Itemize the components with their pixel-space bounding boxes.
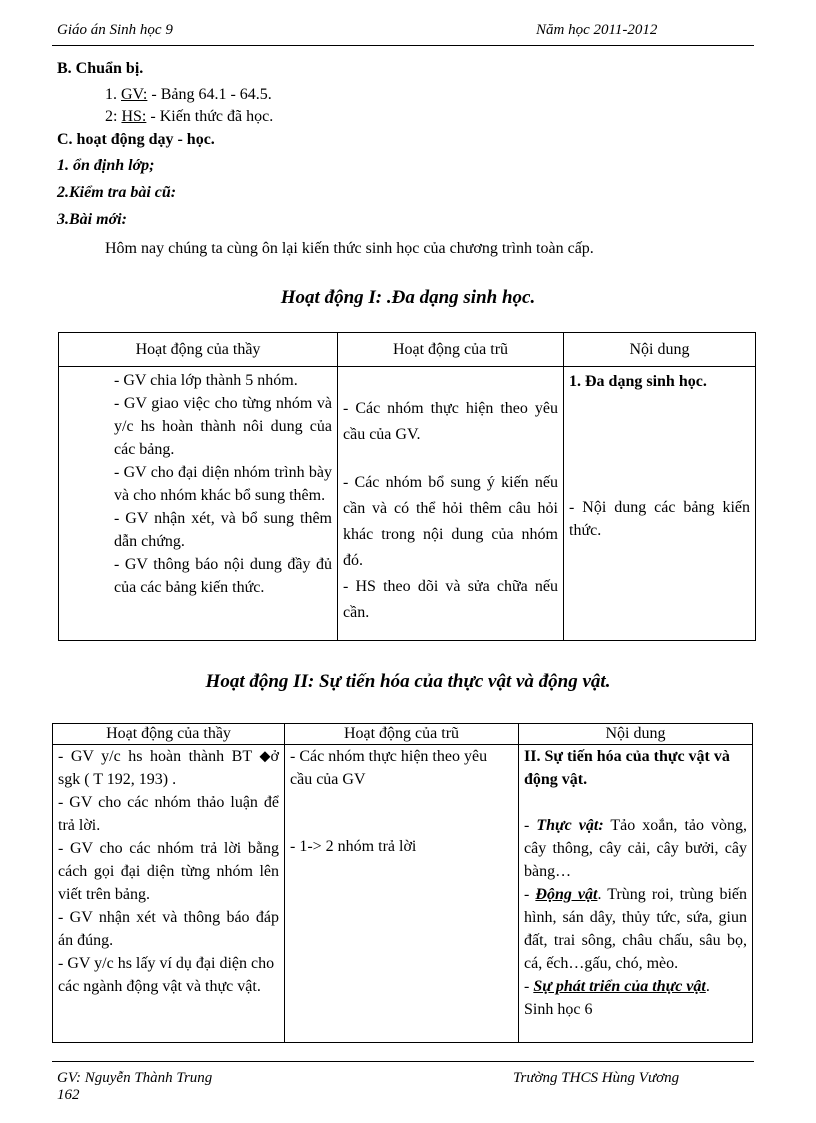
table1-title: Hoạt động I: .Đa dạng sinh học. — [280, 287, 536, 308]
plant-label: Thực vật: — [536, 817, 604, 834]
table2-dev-text: Sinh học 6 — [524, 1001, 593, 1018]
table2-teacher-item: - GV cho các nhóm thảo luận để trả lời. — [58, 794, 279, 834]
table2-title: Hoạt động II: Sự tiến hóa của thực vật và động vật. — [205, 671, 611, 692]
table1-header-content: Nội dung — [564, 333, 756, 367]
animal-text: . Trùng roi, trùng biến hình, sán dây, thủy tức, sứa, giun đất, trai sông, châu chấu, sâu bọ, cá, ếch…gấu, chó, mèo. — [524, 886, 748, 972]
prep-gv-label: GV: — [121, 86, 148, 103]
table1-student-cell — [338, 367, 564, 641]
table2-teacher-item: - GV y/c hs lấy ví dụ đại diện cho các ngành động vật và thực vật. — [58, 955, 275, 995]
table1-student-item: - HS theo dõi và sửa chữa nếu cần. — [343, 578, 558, 621]
table1-content-heading: 1. Đa dạng sinh học. — [569, 373, 707, 390]
activities-heading: C. hoạt động dạy - học. — [57, 131, 215, 148]
prep-gv-line — [105, 86, 272, 104]
table2-header-content: Nội dung — [519, 724, 753, 745]
table1-teacher-item: - GV giao việc cho từng nhóm và y/c hs hoàn thành nôi dung của các bảng. — [114, 395, 332, 458]
dev-label: Sự phát triển của thực vật — [533, 978, 706, 995]
table2-dev-item: - Sự phát triển của thực vật. — [524, 978, 710, 995]
footer-left: GV: Nguyễn Thành Trung — [57, 1070, 213, 1086]
table1-teacher-item: - GV chia lớp thành 5 nhóm. — [114, 372, 298, 389]
table1-content-cell — [564, 367, 756, 641]
prep-hs-label: HS: — [121, 108, 147, 125]
table2-teacher-cell — [53, 745, 285, 1043]
step-1: 1. ổn định lớp; — [57, 157, 155, 174]
table2-teacher-item: - GV nhận xét và thông báo đáp án đúng. — [58, 909, 279, 949]
step-3: 3.Bài mới: — [57, 211, 127, 228]
table2-content-heading: II. Sự tiến hóa của thực vật và động vật. — [524, 748, 730, 788]
step-2: 2.Kiểm tra bài cũ: — [57, 184, 177, 201]
header-right: Năm học 2011-2012 — [536, 22, 658, 38]
table2-plant-item: - Thực vật: Tảo xoắn, tảo vòng, cây thông, cây cải, cây bưởi, cây bàng… — [524, 817, 748, 880]
table2-content-cell — [519, 745, 753, 1043]
table1-teacher-item: - GV thông báo nội dung đầy đủ của các bảng kiến thức. — [114, 556, 332, 596]
animal-label: Động vật — [535, 886, 598, 903]
footer-rule — [52, 1061, 754, 1062]
table1-student-item: - Các nhóm bổ sung ý kiến nếu cần và có thể hỏi thêm câu hỏi khác trong nội dung của nhóm đó. — [343, 474, 558, 569]
table2-teacher-item: - GV y/c hs hoàn thành BT ⬥ở sgk ( T 192, 193) . — [58, 748, 279, 788]
table1-student-item: - Các nhóm thực hiện theo yêu cầu của GV. — [343, 400, 558, 443]
table2-animal-item: - Động vật. Trùng roi, trùng biến hình, sán dây, thủy tức, sứa, giun đất, trai sông, châu chấu, sâu bọ, cá, ếch…gấu, chó, mèo. — [524, 886, 748, 972]
table2-header-teacher: Hoạt động của thầy — [53, 724, 285, 745]
header-rule — [52, 45, 754, 46]
table2-student-item: - Các nhóm thực hiện theo yêu cầu của GV — [290, 748, 488, 788]
table2-student-item: - 1-> 2 nhóm trả lời — [290, 838, 417, 855]
table1-header-student: Hoạt động của trũ — [338, 333, 564, 367]
table2-header-student: Hoạt động của trũ — [285, 724, 519, 745]
prep-hs-num: 2: — [105, 108, 118, 125]
table1-teacher-item: - GV cho đại diện nhóm trình bày và cho nhóm khác bổ sung thêm. — [114, 464, 332, 504]
table1-teacher-item: - GV nhận xét, và bổ sung thêm dẫn chứng. — [114, 510, 332, 550]
prep-gv-num: 1. — [105, 86, 117, 103]
table1-content-text: - Nội dung các bảng kiến thức. — [569, 499, 750, 539]
prep-heading: B. Chuẩn bị. — [57, 60, 144, 77]
prep-gv-text: - Bảng 64.1 - 64.5. — [147, 86, 272, 103]
header-left: Giáo án Sinh học 9 — [57, 22, 173, 38]
table2-teacher-item: - GV cho các nhóm trả lời bằng cách gọi đại diện từng nhóm lên viết trên bảng. — [58, 840, 279, 903]
table1 — [58, 332, 756, 641]
plant-text: Tảo xoắn, tảo vòng, cây thông, cây cải, cây bưởi, cây bàng… — [524, 817, 748, 880]
page-number: 162 — [57, 1087, 80, 1103]
footer-right: Trường THCS Hùng Vương — [513, 1070, 680, 1086]
intro-text: Hôm nay chúng ta cùng ôn lại kiến thức sinh học của chương trình toàn cấp. — [105, 240, 594, 257]
prep-hs-line — [105, 108, 273, 126]
table2 — [52, 723, 753, 1043]
table2-student-cell — [285, 745, 519, 1043]
table1-teacher-cell — [59, 367, 338, 641]
prep-hs-text: - Kiến thức đã học. — [146, 108, 274, 125]
table1-header-teacher: Hoạt động của thầy — [59, 333, 338, 367]
